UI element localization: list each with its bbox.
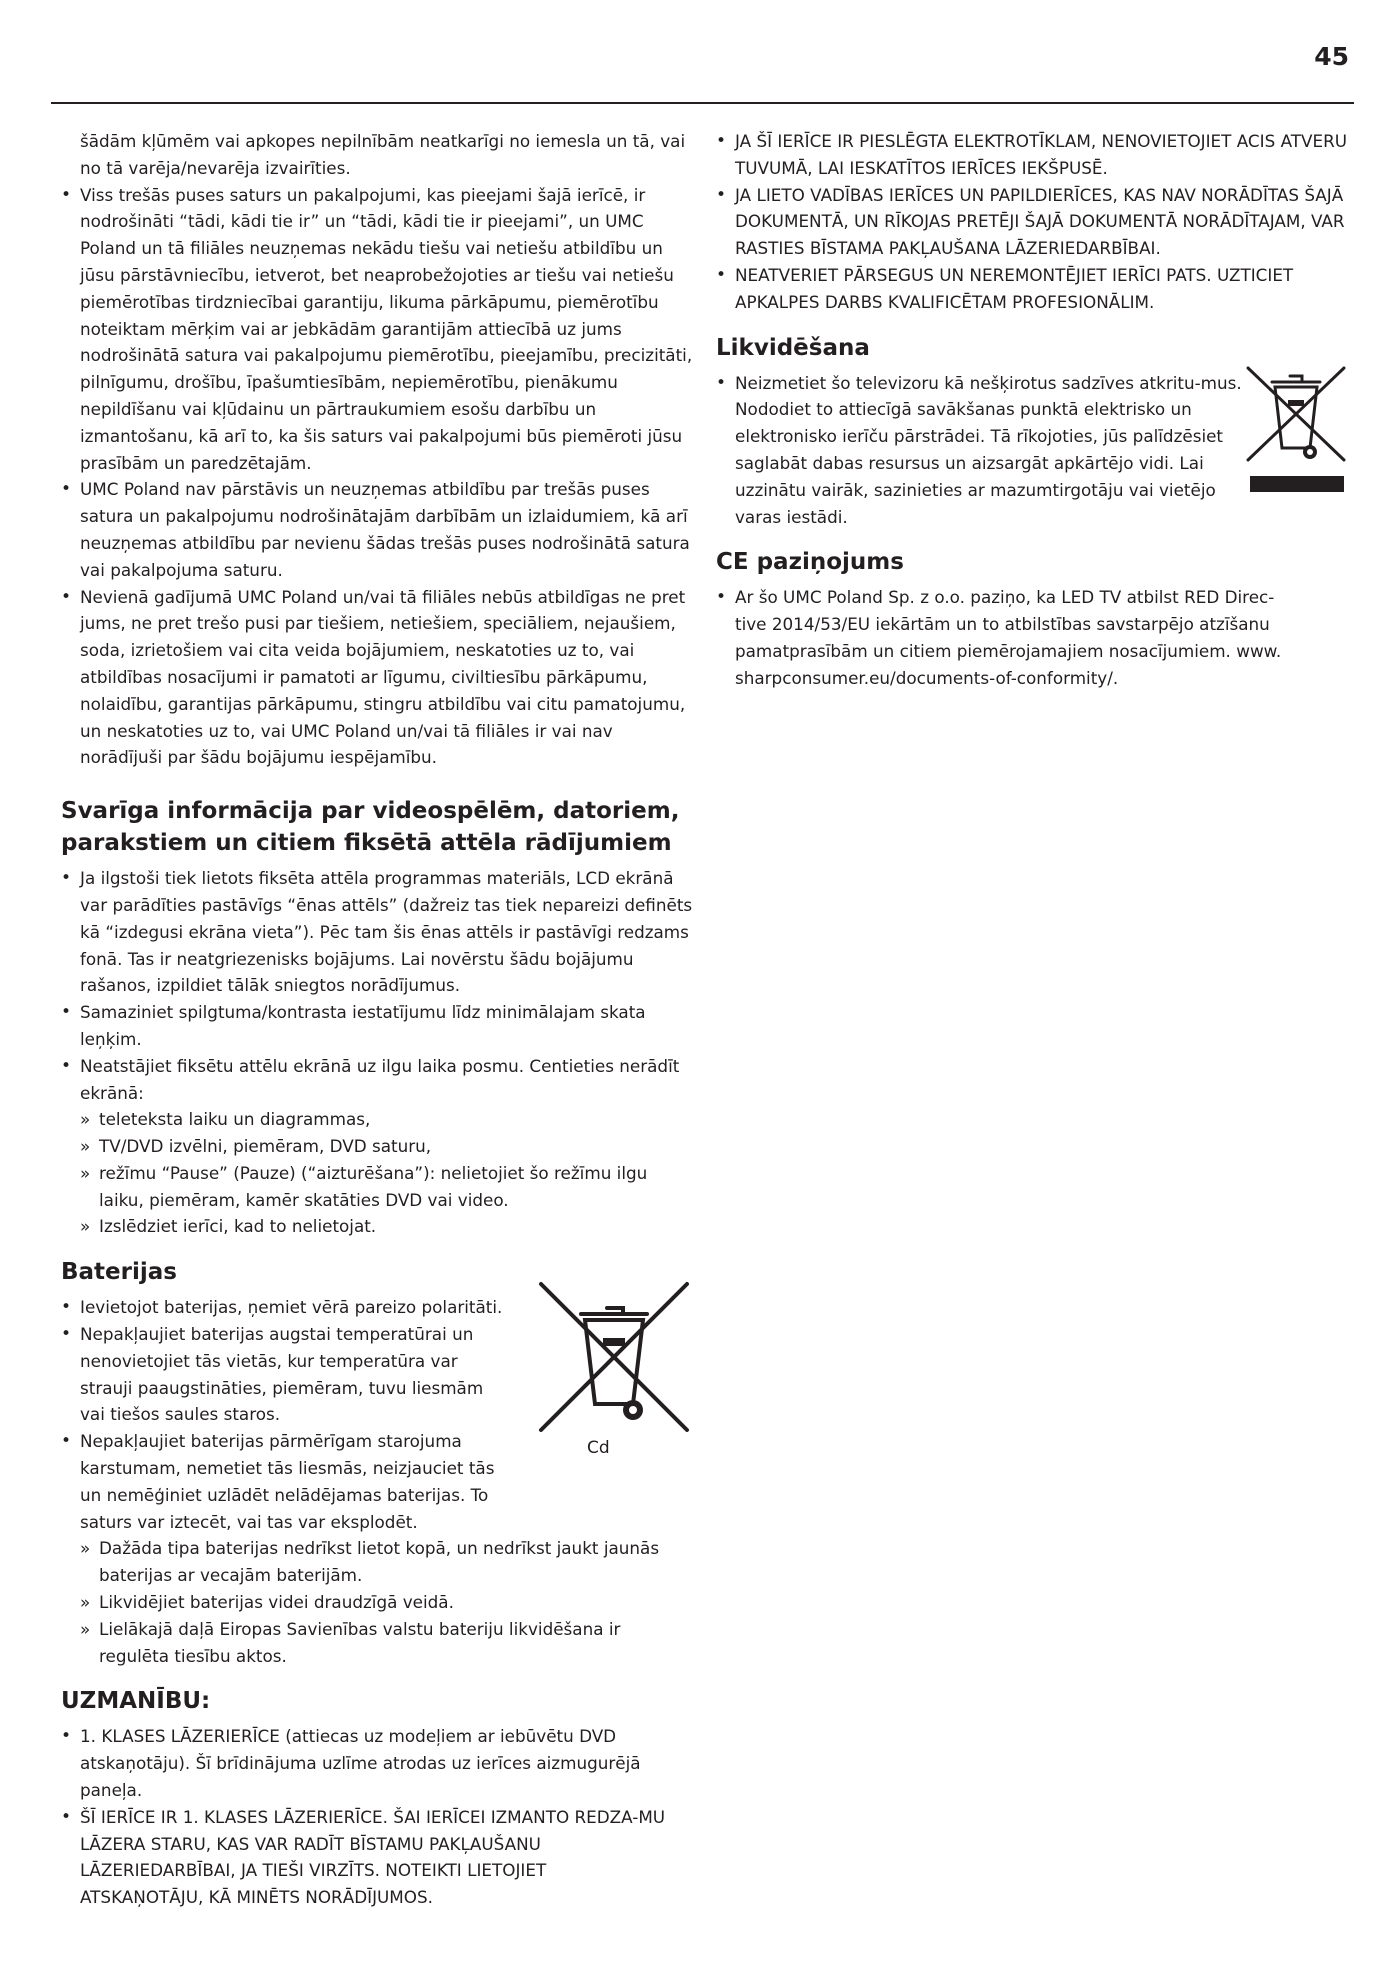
ce-list [716,584,1348,691]
list-item: • Neizmetiet šo televizoru kā nešķirotus sadzīves atkritu-mus. Nododiet to attiecīgā savākšanas punktā elektrisko un elektronisko ierīču pārstrādei. Tā rīkojoties, jūs palīdzēsiet saglabāt dabas resursus un aizsargāt apkārtējo vidi. Lai uzzinātu vairāk, sazinieties ar mazumtirgotāju vai vietējo varas iestādi. [716,370,1258,531]
weee-crossed-out-bin-icon [1244,362,1348,498]
list-item: • JA LIETO VADĪBAS IERĪCES UN PAPILDIERĪCES, KAS NAV NORĀDĪTAS ŠAJĀ DOKUMENTĀ, UN RĪKOJAS PRETĒJI ŠAJĀ DOKUMENTĀ NORĀDĪTAJAM, VAR RASTIES BĪSTAMA PAKĻAUŠANA LĀZERIEDARBĪBAI. [716,182,1348,262]
heading-line: Svarīga informācija par videospēlēm, datoriem, [61,798,680,825]
list-item: • Nepakļaujiet baterijas augstai temperatūrai un nenovietojiet tās vietās, kur temperatūra var strauji paaugstināties, piemēram, tuvu liesmām vai tiešos saules staros. [61,1321,543,1428]
batteries-heading: Baterijas [61,1259,177,1286]
sub-list-item: » Likvidējiet baterijas videi draudzīgā veidā. [80,1589,693,1616]
heading-line: parakstiem un citiem fiksētā attēla rādījumiem [61,830,672,857]
header-rule [51,102,1354,104]
page-number: 45 [1314,42,1349,71]
list-item: • Neatstājiet fiksētu attēlu ekrānā uz ilgu laika posmu. Centieties nerādīt ekrānā: [61,1053,693,1107]
third-party-list [61,182,693,772]
cd-label: Cd [587,1438,610,1458]
sub-list-item: » režīmu “Pause” (Pauze) (“aizturēšana”): nelietojiet šo režīmu ilgu laiku, piemēram, kamēr skatāties DVD vai video. [80,1160,693,1214]
list-item: • ŠĪ IERĪCE IR 1. KLASES LĀZERIERĪCE. ŠAI IERĪCEI IZMANTO REDZA-MU LĀZERA STARU, KAS VAR RADĪT BĪSTAMU PAKĻAUŠANU LĀZERIEDARBĪBAI, JA TIEŠI VIRZĪTS. NOTEIKTI LIETOJIET ATSKAŅOTĀJU, KĀ MINĒTS NORĀDĪJUMOS. [61,1804,673,1911]
caution-continued-list [716,128,1348,316]
list-item: • UMC Poland nav pārstāvis un neuzņemas atbildību par trešās puses satura un pakalpojumu nodrošinātajām darbībām un izlaidumiem, kā arī neuzņemas atbildību par nevienu šādas trešās puses nodrošinātā satura vai pakalpojuma saturu. [61,476,693,583]
crossed-out-bin-cd-icon [537,1280,691,1448]
video-section-list [61,865,693,1106]
sub-list-item: » Izslēdziet ierīci, kad to nelietojat. [80,1213,693,1240]
caution-list [61,1723,693,1911]
list-item: • Ievietojot baterijas, ņemiet vērā pareizo polaritāti. [61,1294,543,1321]
disposal-heading: Likvidēšana [716,334,870,361]
list-item: • Ja ilgstoši tiek lietots fiksēta attēla programmas materiāls, LCD ekrānā var parādīties pastāvīgs “ēnas attēls” (dažreiz tas tiek nepareizi definēts kā “izdegusi ekrāna vieta”). Pēc tam šis ēnas attēls ir pastāvīgi redzams fonā. Tas ir neatgriezenisks bojājums. Lai novērstu šādu bojājumu rašanos, izpildiet tālāk sniegtos norādījumus. [61,865,693,999]
sub-list-item: » Dažāda tipa baterijas nedrīkst lietot kopā, un nedrīkst jaukt jaunās baterijas ar vecajām baterijām. [80,1535,693,1589]
batteries-sublist [61,1535,693,1669]
continuation-paragraph: šādām kļūmēm vai apkopes nepilnībām neatkarīgi no iemesla un tā, vai no tā varēja/nevarēja izvairīties. [80,131,686,178]
list-item: • Samaziniet spilgtuma/kontrasta iestatījumu līdz minimālajam skata leņķim. [61,999,693,1053]
list-item: • Nevienā gadījumā UMC Poland un/vai tā filiāles nebūs atbildīgas ne pret jums, ne pret trešo pusi par tiešiem, netiešiem, speciāliem, nejaušiem, soda, izrietošiem vai cita veida bojājumiem, neskatoties uz to, vai atbildības nosacījumi ir pamatoti ar līgumu, civiltiesību pārkāpumu, nolaidību, garantijas pārkāpumu, stingru atbildību vai citu pamatojumu, un neskatoties uz to, vai UMC Poland un/vai tā filiāles ir vai nav norādījuši par šādu bojājumu iespējamību. [61,584,693,772]
list-item: • NEATVERIET PĀRSEGUS UN NEREMONTĒJIET IERĪCI PATS. UZTICIET APKALPES DARBS KVALIFICĒTAM PROFESIONĀLIM. [716,262,1348,316]
list-item: • JA ŠĪ IERĪCE IR PIESLĒGTA ELEKTROTĪKLAM, NENOVIETOJIET ACIS ATVERU TUVUMĀ, LAI IESKATĪTOS IERĪCES IEKŠPUSĒ. [716,128,1348,182]
video-section-heading [61,771,693,865]
left-column [61,128,693,1911]
ce-heading: CE paziņojums [716,549,904,576]
video-section-sublist [61,1106,693,1240]
list-item: • Nepakļaujiet baterijas pārmērīgam starojuma karstumam, nemetiet tās liesmās, neizjauciet tās un nemēģiniet uzlādēt nelādējamas baterijas. To saturs var iztecēt, vai tas var eksplodēt. [61,1428,543,1535]
list-item: • Ar šo UMC Poland Sp. z o.o. paziņo, ka LED TV atbilst RED Direc-tive 2014/53/EU iekārtām un to atbilstības savstarpējo atzīšanu pamatprasībām un citiem piemērojamajiem nosacījumiem. www. sharpconsumer.eu/documents-of-conformity/. [716,584,1288,691]
caution-heading: UZMANĪBU: [61,1688,211,1715]
sub-list-item: » teleteksta laiku un diagrammas, [80,1106,693,1133]
list-item: • 1. KLASES LĀZERIERĪCE (attiecas uz modeļiem ar iebūvētu DVD atskaņotāju). Šī brīdinājuma uzlīme atrodas uz ierīces aizmugurējā paneļa. [61,1723,673,1803]
sub-list-item: » TV/DVD izvēlni, piemēram, DVD saturu, [80,1133,693,1160]
list-item: • Viss trešās puses saturs un pakalpojumi, kas pieejami šajā ierīcē, ir nodrošināti “tādi, kādi tie ir” un “tādi, kādi tie ir pieejami”, un UMC Poland un tā filiāles neuzņemas nekādu tiešu vai netiešu atbildību un jūsu pārstāvniecību, ietverot, bet neaprobežojoties ar tiešu vai netiešu piemērotības tirdzniecībai garantiju, likuma pārkāpumu, piemērotību noteiktam mērķim vai ar jebkādām garantijām attiecībā uz jums nodrošinātā satura vai pakalpojumu piemērotību, pieejamību, precizitāti, pilnīgumu, drošību, īpašumtiesībām, nepiemērotību, pienākumu nepildīšanu vai kļūdainu un pārtraukumiem esošu darbību un izmantošanu, kā arī to, ka šis saturs vai pakalpojumi būs piemēroti jūsu prasībām un paredzētajām. [61,182,693,477]
sub-list-item: » Lielākajā daļā Eiropas Savienības valstu bateriju likvidēšana ir regulēta tiesību aktos. [80,1616,693,1670]
